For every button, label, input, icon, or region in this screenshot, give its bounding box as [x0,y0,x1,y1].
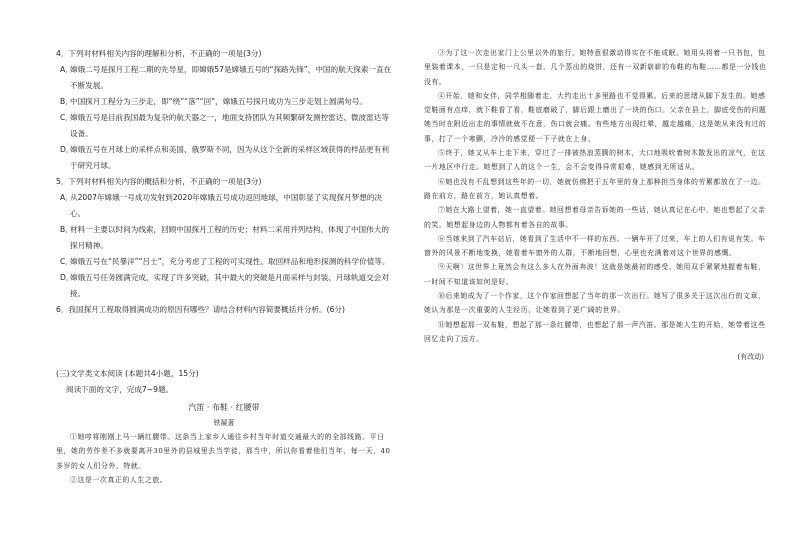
option-label: A． [60,65,73,74]
passage-paragraph-9: ⑨天啊！这世界上竟然会有这么多人在外面奔波！这就是她最初的感受。她用双手紧紧地握着布鞋，一时间不知道该如何是好。 [424,263,766,286]
option-label: D． [60,273,74,282]
option-label: B． [60,225,73,234]
option-text: 嫦娥五号在月球上的采样点和美国、俄罗斯不同，因为从这个全新的采样区域获得的样品更有利于研究月球。 [70,145,389,170]
passage-paragraph-6: ⑥她也没有不乱想到这些年的一切，她就仿佛把于五年里的身上那种担当身体的劳累都放在了一边。路在前方，路在前方，她认真想着。 [424,177,766,200]
option-label: C． [60,113,73,122]
passage-paragraph-7: ⑦她在大路上望着，她一直望着。她回想着母亲告诉她的一些话，她认真记在心中，她也想起了父亲的笑。她想起身边的人物都有着各自的故事。 [424,206,766,229]
question-5-option-b [56,222,392,254]
question-6-stem: 6．我国探月工程取得圆满成功的原因有哪些？请结合材料内容简要概括并分析。(6分) [56,305,345,314]
question-4-stem: 4．下列对材料相关内容的理解和分析，不正确的一项是(3分) [56,49,262,58]
option-text: 中国探月工程分为三步走，即“绕”“落”“回”，嫦娥五号探月成功为三步走划上圆满句号。 [70,97,367,106]
passage-paragraph-2: ②这是一次真正的人生之旅。 [70,475,168,484]
question-4-option-a [56,62,392,94]
question-5-option-c [56,254,392,270]
passage-paragraph-3: ③为了这一次走出家门上公里以外的旅行，她特意很激动得实在不能成眠。她用头将着一只书包，包里装着课本，一只是定和一尺头一套、几个蒸出的烧饼，还有一双新崭崭的布鞋的布鞋……都是一分钱也没有。 [424,49,767,86]
passage-paragraph-10: ⑩后来她成为了一个作家，这个作家回想起了当年的那一次出行。她写了很多关于这次出行的文章，她认为那是一次重要的人生经历，让她看到了更广阔的世界。 [424,292,766,315]
option-text: 嫦娥二号是探月工程二期的先导星，即嫦娥57是嫦娥五号的“探路先锋”，中国的航天探索一直在不断发展。 [70,65,392,90]
passage-paragraph-1: ①她哼将刚刚上马一辆红腰带。这条当上家乡人通往乡村当年时道交通最大的的全部线路。平日里，她的劳作差不多就要离开30里外的县城里去当学徒，那当中，所以你看着他们当年，每一天，40多岁的女人们分外，特就。 [56,433,391,470]
option-text: 嫦娥五号在“民暴洋”“吕士”，充分考虑了工程的可实现性、取回样品和地形探测的科学价值等。 [70,257,390,266]
left-column [56,46,392,487]
passage-paragraph-4: ④开始，她和女伴，同学相随着走，大约走出十多里路也不觉得累。后来的思绪从脚下发生的。她感觉鞋面有点痒，就下鞋看了看，鞋底磨破了，脚后跟上磨出了一块的伤口。父亲在县上，脚底受伤的问题她当时在附近出走的事情就就不在意，伤口就会痛。有些地方出现红晕，越走越痛，这是她从来没有过的事，打了一个寒颤，冷冷的感觉便一下子就在上身。 [424,91,767,143]
option-label: C． [60,257,73,266]
source-note: (有改动) [737,353,764,362]
passage-title: 汽笛 · 布鞋 · 红腰带 [188,403,260,412]
option-text: 材料一主要以时间为线索，回顾中国探月工程的历史；材料二采用并列结构，体现了中国伟大的探月精神。 [70,225,389,250]
question-4-option-d [56,142,392,174]
passage-paragraph-8: ⑧当她来到了汽车站后，她看到了生活中不一样的东西。一辆车开了过来，车上的人们有说有笑。车窗外的风景不断地变换，她看着车窗外的人群，不断地回想，心里也充满着对这个世界的感慨。 [424,234,766,258]
option-label: A． [60,193,73,202]
question-4-option-c [56,110,392,142]
question-5-stem: 5．下列对材料相关内容的概括和分析，不正确的一项是(3分) [56,177,262,186]
option-label: B． [60,97,73,106]
passage-paragraph-11: ⑪她想起那一双布鞋，想起了那一条红腰带，也想起了那一声汽笛。那是她人生的开始，她带着这些回忆走向了远方。 [424,320,766,343]
section-instruction: 阅读下面的文字，完成7~9题。 [66,385,174,394]
option-text: 从2007年嫦娥一号成功发射到2020年嫦娥五号成功返回地球，中国彰显了实现探月梦想的决心。 [70,193,383,218]
option-label: D． [60,145,74,154]
option-text: 嫦娥五号任务圆满完成，实现了许多突破，其中最大的突破是月面采样与封装、月球轨道交会对接。 [70,273,389,298]
question-5-option-a [56,190,392,222]
passage-author: 铁凝著 [213,419,235,427]
question-5-option-d [56,270,392,302]
section-heading: (三)文学类文本阅读 (本题共4小题，15分) [56,369,199,378]
right-column [424,46,770,364]
option-text: 嫦娥五号是目前我国最为复杂的航天器之一，地面支持团队为其频繁研发测控雷达、微波雷达等设备。 [70,113,389,138]
question-4-option-b [56,94,392,110]
passage-paragraph-5: ⑤终于，她又从车上走下来，穿过了一排被热浪蒸腾的树木，大口地吸吮着树木散发出的凉气，在这一片地区中行走。她想到了人的这个一生，会不会变得异常艰难，她感到无所适从。 [424,149,766,172]
